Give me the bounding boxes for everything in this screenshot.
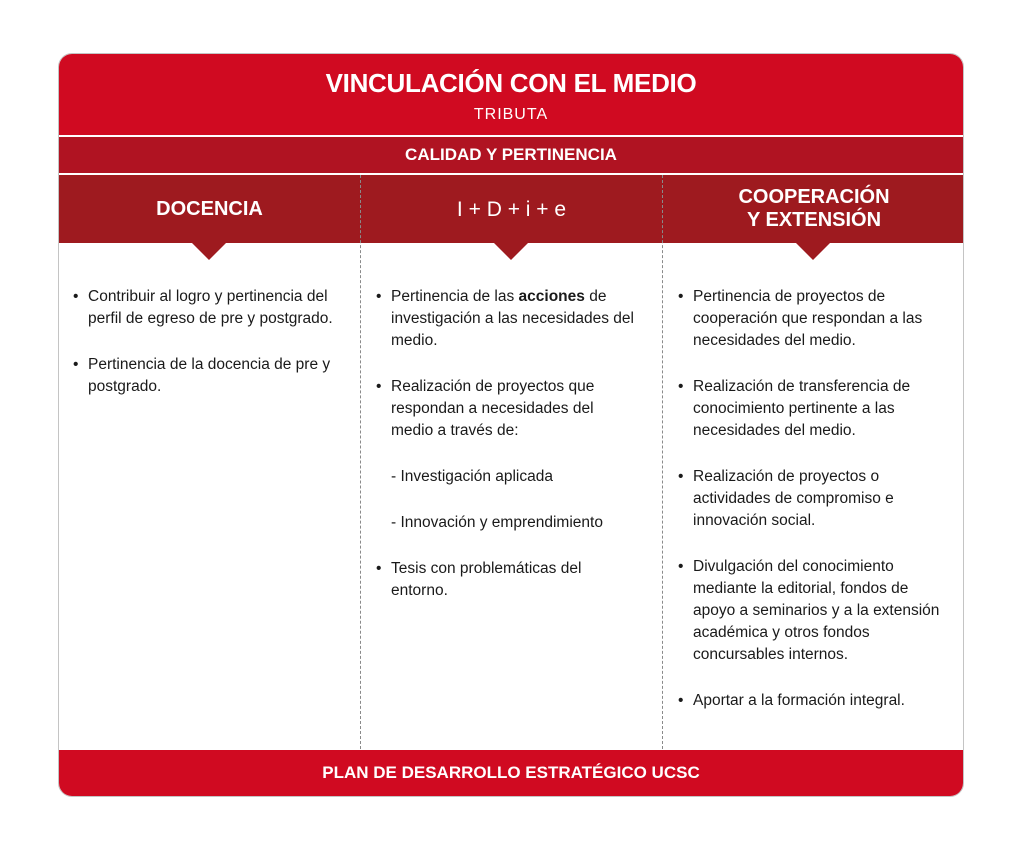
list-item: • Realización de proyectos o actividades de compromiso e innovación social. bbox=[678, 466, 950, 532]
list-item bbox=[376, 286, 638, 352]
arrow-down-icon bbox=[192, 243, 226, 260]
list-item: • Contribuir al logro y pertinencia del perfil de egreso de pre y postgrado. bbox=[73, 286, 335, 330]
diagram-subtitle: TRIBUTA bbox=[473, 106, 549, 123]
list-item-text: Pertinencia de las bbox=[391, 288, 519, 305]
column-header-line: COOPERACIÓN bbox=[738, 186, 890, 208]
list-item: • Realización de transferencia de conocimiento pertinente a las necesidades del medio. bbox=[678, 376, 950, 442]
list-item: • Pertinencia de la docencia de pre y postgrado. bbox=[73, 354, 335, 398]
column-divider bbox=[360, 175, 361, 749]
column-header-line: DOCENCIA bbox=[156, 197, 263, 220]
list-item-text: de investigación a las necesidades del medio. bbox=[391, 288, 634, 349]
arrow-down-icon bbox=[494, 243, 528, 260]
list-subitem: - Investigación aplicada bbox=[391, 468, 553, 485]
list-subitem: - Innovación y emprendimiento bbox=[391, 514, 603, 531]
list-item: • Aportar a la formación integral. bbox=[678, 690, 950, 712]
diagram-frame bbox=[58, 53, 964, 797]
column-cooperacion bbox=[678, 286, 950, 736]
list-item: • Realización de proyectos que respondan a necesidades del medio a través de: bbox=[376, 376, 638, 442]
column-headers bbox=[59, 175, 963, 243]
footer-bar: PLAN DE DESARROLLO ESTRATÉGICO UCSC bbox=[59, 750, 963, 796]
list-item-emphasis: acciones bbox=[518, 288, 585, 305]
title-bar bbox=[59, 54, 963, 135]
column-header-cooperacion bbox=[663, 175, 964, 243]
column-header-docencia bbox=[59, 175, 360, 243]
diagram-title: VINCULACIÓN CON EL MEDIO bbox=[325, 68, 697, 98]
column-divider bbox=[662, 175, 663, 749]
list-item: • Tesis con problemáticas del entorno. bbox=[376, 558, 638, 602]
column-idie bbox=[376, 286, 638, 626]
column-header-line: Y EXTENSIÓN bbox=[746, 209, 882, 231]
column-header-idie bbox=[361, 175, 662, 243]
quality-band: CALIDAD Y PERTINENCIA bbox=[59, 137, 963, 173]
list-item: • Divulgación del conocimiento mediante la editorial, fondos de apoyo a seminarios y a la extensión académica y otros fondos concursables internos. bbox=[678, 556, 950, 666]
arrow-down-icon bbox=[796, 243, 830, 260]
column-header-line: I + D + i + e bbox=[456, 197, 567, 221]
list-item: • Pertinencia de proyectos de cooperación que respondan a las necesidades del medio. bbox=[678, 286, 950, 352]
column-docencia bbox=[73, 286, 335, 422]
